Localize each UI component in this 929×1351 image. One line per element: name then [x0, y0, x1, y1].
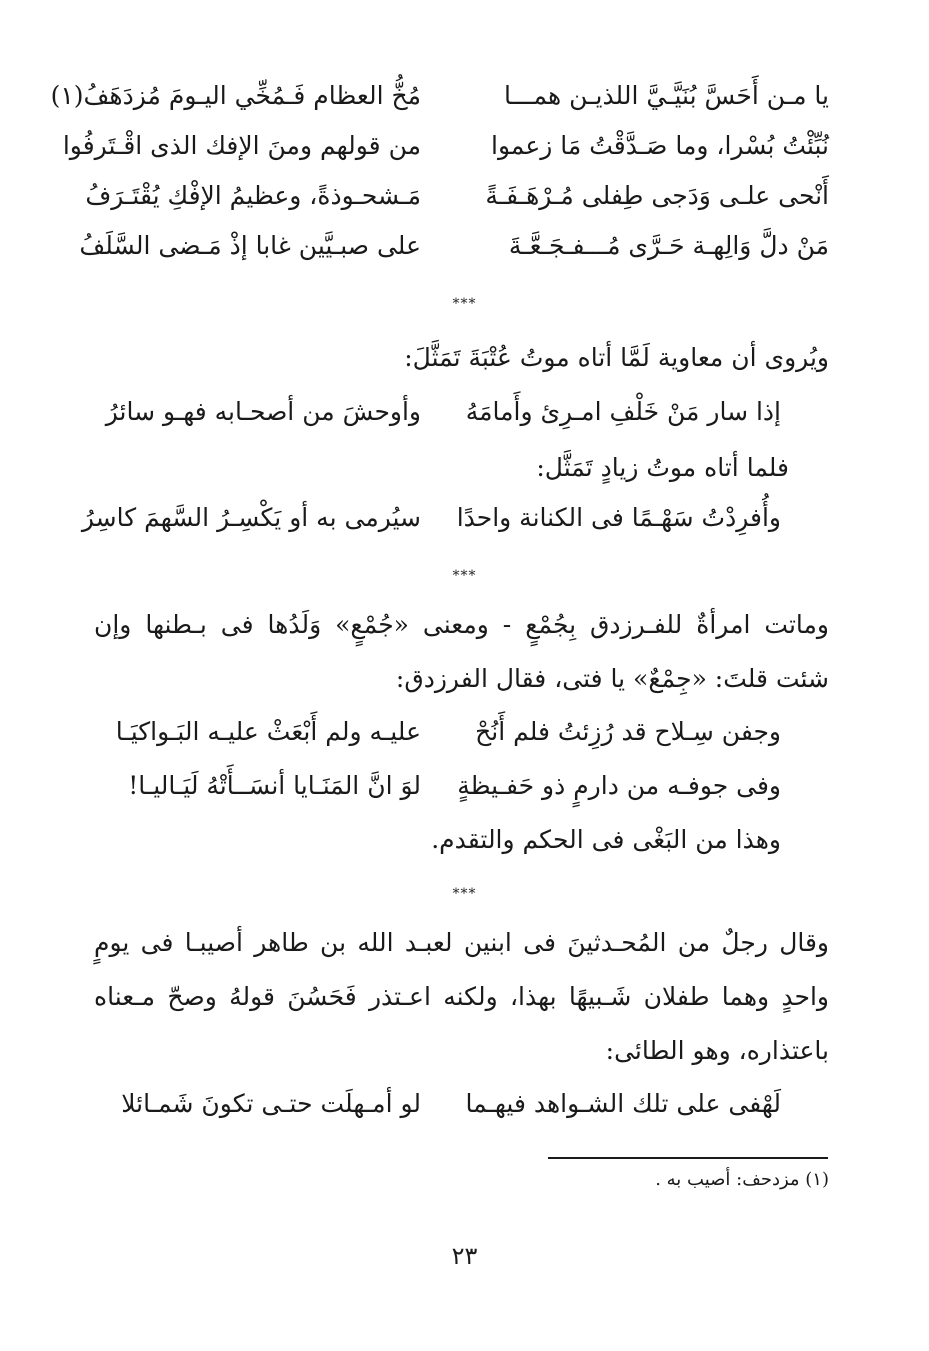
verse-second-hemistich: لوَ انَّ المَنَـايا أنسَــأَتْهُ لَيَـاليـا! [128, 771, 421, 800]
verse-second-hemistich: من قولهم ومنَ الإفك الذى اقْـتَرفُوا [62, 131, 421, 160]
verse-first-hemistich: إذا سار مَنْ خَلْفِ امـرِئ وأَمامَهُ [465, 397, 781, 426]
section-separator: *** [452, 568, 477, 584]
verse-first-hemistich: مَنْ دلَّ وَالِهـة حَـرَّى مُـــفـجَـعَّـةَ [508, 231, 829, 260]
page-number: ٢٣ [451, 1242, 478, 1270]
verse-first-hemistich: وجفن سِـلاح قد رُزِئتُ فلم أَنُحْ [475, 717, 781, 746]
section-separator: *** [452, 886, 477, 902]
farazdaq-comment: وهذا من البَغْى فى الحكم والتقدم. [431, 825, 781, 854]
verse-second-hemistich: وأوحشَ من أصحـابه فهـو سائرُ [105, 397, 421, 426]
verse-first-hemistich: أَنْحى علـى وَدَجى طِفلى مُـرْهَـفَـةً [485, 181, 829, 210]
ziyad-intro: فلما أتاه موتُ زيادٍ تَمَثَّل: [536, 453, 789, 482]
verse-second-hemistich: مَـشحـوذةً، وعظيمُ الإفْكِ يُقْتَـرَفُ [85, 181, 421, 210]
verse-line [0, 390, 929, 434]
muawiya-intro: ويُروى أن معاوية لَمَّا أتاه موتُ عُتْبَةَ تَمَثَّلَ: [404, 343, 829, 372]
verse-line [0, 764, 929, 808]
verse-second-hemistich: لو أمـهلَت حتـى تكونَ شَمـائلا [121, 1089, 421, 1118]
footnote: (١) مزدحف: أصيب به . [655, 1169, 829, 1190]
verse-first-hemistich: لَهْفى على تلك الشـواهد فيهـما [465, 1089, 781, 1118]
footnote-rule [548, 1157, 828, 1159]
verse-line [0, 174, 929, 218]
verse-second-hemistich: سيُرمى به أو يَكْسِـرُ السَّهمَ كاسِرُ [81, 503, 421, 532]
section-separator: *** [452, 296, 477, 312]
verse-second-hemistich: عليـه ولم أَبْعَثْ عليـه البَـواكيَـا [115, 717, 421, 746]
verse-line [0, 496, 929, 540]
verse-line [0, 710, 929, 754]
verse-line [0, 224, 929, 268]
verse-second-hemistich: على صبـيَّين غابا إذْ مَـضى السَّلَفُ [79, 231, 421, 260]
verse-line [0, 1082, 929, 1126]
taai-paragraph: وقال رجلٌ من المُحـدثينَ فى ابنين لعبـد الله بن طاهر أصيبـا فى يومٍ واحدٍ وهما طفلان شَـبيهًا بهذا، ولكنه اعـتذر فَحَسُنَ قولهُ وصحّ مـعناه باعتذاره، وهو الطائى: [94, 928, 829, 1065]
verse-first-hemistich: وأُفرِدْتُ سَهْـمًا فى الكنانة واحدًا [456, 503, 781, 532]
farazdaq-paragraph: وماتت امرأةٌ للفـرزدق بِجُمْعٍ - ومعنى «جُمْعٍ» وَلَدُها فى بـطنها وإن شئت قلتَ: «جِمْعٌ» يا فتى، فقال الفرزدق: [94, 610, 829, 693]
verse-line [0, 124, 929, 168]
verse-first-hemistich: يا مـن أَحَسَّ بُنَيَّـيَّ اللذيـن همـــا [503, 81, 829, 110]
verse-first-hemistich: نُبِّئْتُ بُسْرا، وما صَـدَّقْتُ مَا زعموا [491, 131, 829, 160]
verse-second-hemistich: مُخُّ العظام فَـمُخِّي اليـومَ مُزدَهَفُ(١) [50, 81, 421, 110]
verse-line [0, 74, 929, 118]
verse-first-hemistich: وفى جوفـه من دارمٍ ذو حَفـيظةٍ [457, 771, 781, 800]
